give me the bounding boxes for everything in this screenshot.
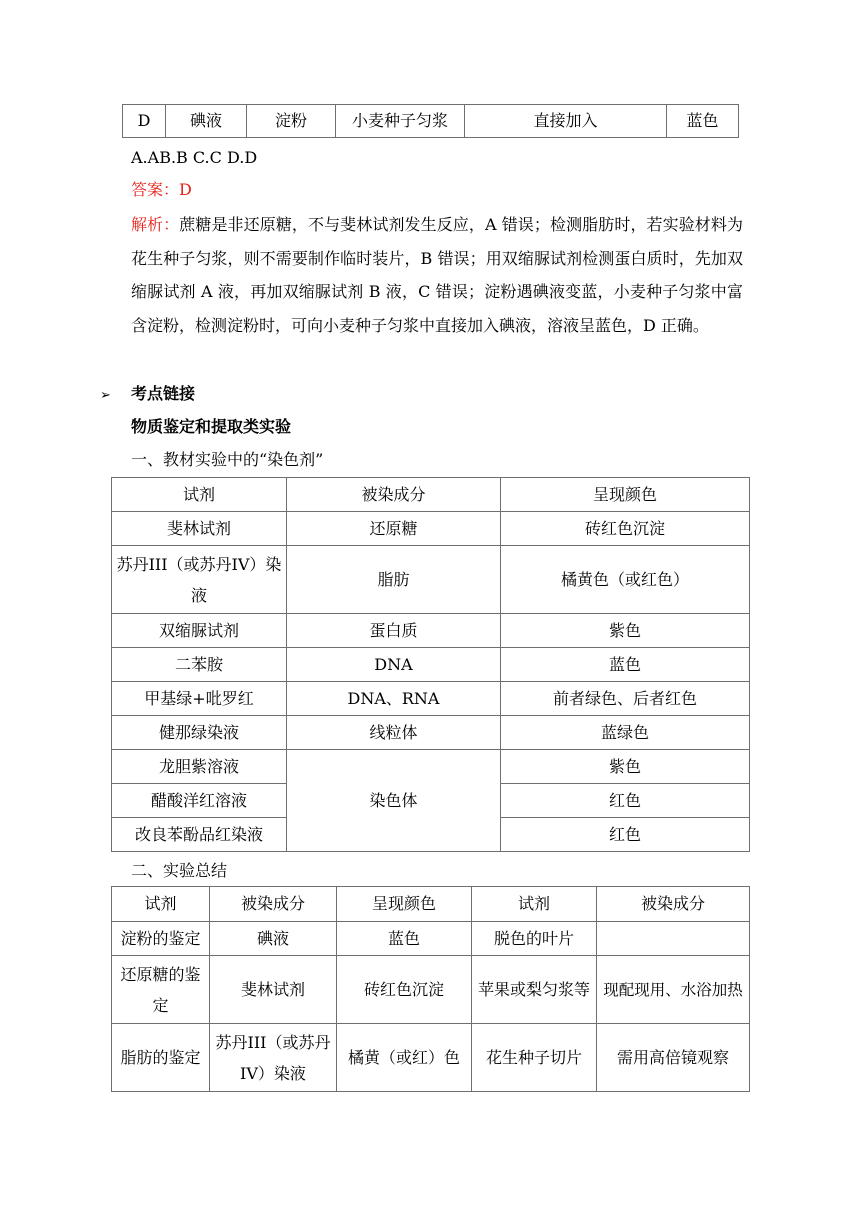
section-title: 考点链接 xyxy=(131,384,196,403)
table-row xyxy=(112,716,750,750)
table-cell: DNA、RNA xyxy=(287,682,501,716)
table-cell: 碘液 xyxy=(166,105,247,138)
table-cell: 橘黄色（或红色） xyxy=(501,546,750,614)
table-cell: 蓝绿色 xyxy=(501,716,750,750)
table-cell: 红色 xyxy=(501,784,750,818)
analysis-label: 解析： xyxy=(131,215,180,234)
answer-label: 答案： xyxy=(131,180,180,199)
summary-table xyxy=(111,886,750,1092)
table-header-cell: 呈现颜色 xyxy=(501,478,750,512)
table-row xyxy=(112,956,750,1024)
table-cell: 蓝色 xyxy=(337,922,472,956)
table-cell: 碘液 xyxy=(210,922,337,956)
table-header-cell: 呈现颜色 xyxy=(337,887,472,922)
table-cell: 醋酸洋红溶液 xyxy=(112,784,287,818)
table-cell xyxy=(597,922,750,956)
merged-component-cell: 染色体 xyxy=(287,750,501,852)
table-cell: 红色 xyxy=(501,818,750,852)
table-cell: 龙胆紫溶液 xyxy=(112,750,287,784)
table-cell: D xyxy=(123,105,166,138)
table-cell: 紫色 xyxy=(501,614,750,648)
table-cell: 需用高倍镜观察 xyxy=(597,1024,750,1092)
table-cell: 二苯胺 xyxy=(112,648,287,682)
answer-line xyxy=(131,178,192,202)
table-row xyxy=(112,1024,750,1092)
table-cell: 现配现用、水浴加热 xyxy=(597,956,750,1024)
answer-value: D xyxy=(179,180,192,199)
analysis-text: 蔗糖是非还原糖，不与斐林试剂发生反应，A 错误；检测脂肪时，若实验材料为花生种子匀浆，则不需要制作临时装片，B 错误；用双缩脲试剂检测蛋白质时，先加双缩脲试剂 A 液，再加双缩脲试剂 B 液，C 错误；淀粉遇碘液变蓝，小麦种子匀浆中富含淀粉，检测淀粉时，可向小麦种子匀浆中直接加入碘液，溶液呈蓝色，D 正确。 xyxy=(131,215,743,335)
table-cell: 苏丹III（或苏丹IV）染液 xyxy=(112,546,287,614)
table-cell: 脱色的叶片 xyxy=(472,922,597,956)
table-cell: 砖红色沉淀 xyxy=(501,512,750,546)
table-cell: 蓝色 xyxy=(501,648,750,682)
table-cell: 改良苯酚品红染液 xyxy=(112,818,287,852)
table-cell: 砖红色沉淀 xyxy=(337,956,472,1024)
table-cell: 前者绿色、后者红色 xyxy=(501,682,750,716)
table-header-row xyxy=(112,478,750,512)
table-row xyxy=(112,614,750,648)
table-header-cell: 试剂 xyxy=(472,887,597,922)
options-line: A.AB.B C.C D.D xyxy=(131,148,258,167)
heading-summary: 二、实验总结 xyxy=(131,861,228,880)
table-row xyxy=(112,546,750,614)
table-row xyxy=(112,750,750,784)
table-row xyxy=(112,512,750,546)
dye-table xyxy=(111,477,750,852)
table-header-cell: 试剂 xyxy=(112,887,210,922)
section-heading xyxy=(100,382,111,408)
arrow-bullet-icon: ➢ xyxy=(100,388,111,403)
table-cell: 健那绿染液 xyxy=(112,716,287,750)
table-cell: DNA xyxy=(287,648,501,682)
table-row xyxy=(112,648,750,682)
table-cell: 蛋白质 xyxy=(287,614,501,648)
table-header-cell: 被染成分 xyxy=(287,478,501,512)
table-cell: 小麦种子匀浆 xyxy=(336,105,465,138)
table-cell: 蓝色 xyxy=(667,105,739,138)
table-cell: 还原糖的鉴定 xyxy=(112,956,210,1024)
table-cell: 苏丹III（或苏丹IV）染液 xyxy=(210,1024,337,1092)
table-cell: 淀粉的鉴定 xyxy=(112,922,210,956)
table-cell: 花生种子切片 xyxy=(472,1024,597,1092)
top-table xyxy=(122,104,739,138)
table-cell: 线粒体 xyxy=(287,716,501,750)
heading-dyes: 一、教材实验中的“染色剂” xyxy=(131,450,324,469)
table-header-cell: 被染成分 xyxy=(597,887,750,922)
table-cell: 橘黄（或红）色 xyxy=(337,1024,472,1092)
table-row xyxy=(112,682,750,716)
table-row xyxy=(123,105,739,138)
table-cell: 紫色 xyxy=(501,750,750,784)
table-header-cell: 被染成分 xyxy=(210,887,337,922)
table-cell: 直接加入 xyxy=(465,105,667,138)
table-cell: 斐林试剂 xyxy=(210,956,337,1024)
table-cell: 双缩脲试剂 xyxy=(112,614,287,648)
table-cell: 甲基绿+吡罗红 xyxy=(112,682,287,716)
table-cell: 斐林试剂 xyxy=(112,512,287,546)
section-subtitle: 物质鉴定和提取类实验 xyxy=(131,417,292,436)
table-cell: 还原糖 xyxy=(287,512,501,546)
table-cell: 脂肪的鉴定 xyxy=(112,1024,210,1092)
table-cell: 脂肪 xyxy=(287,546,501,614)
table-header-cell: 试剂 xyxy=(112,478,287,512)
table-header-row xyxy=(112,887,750,922)
table-cell: 淀粉 xyxy=(247,105,336,138)
analysis-paragraph xyxy=(131,208,743,342)
table-row xyxy=(112,922,750,956)
table-cell: 苹果或梨匀浆等 xyxy=(472,956,597,1024)
